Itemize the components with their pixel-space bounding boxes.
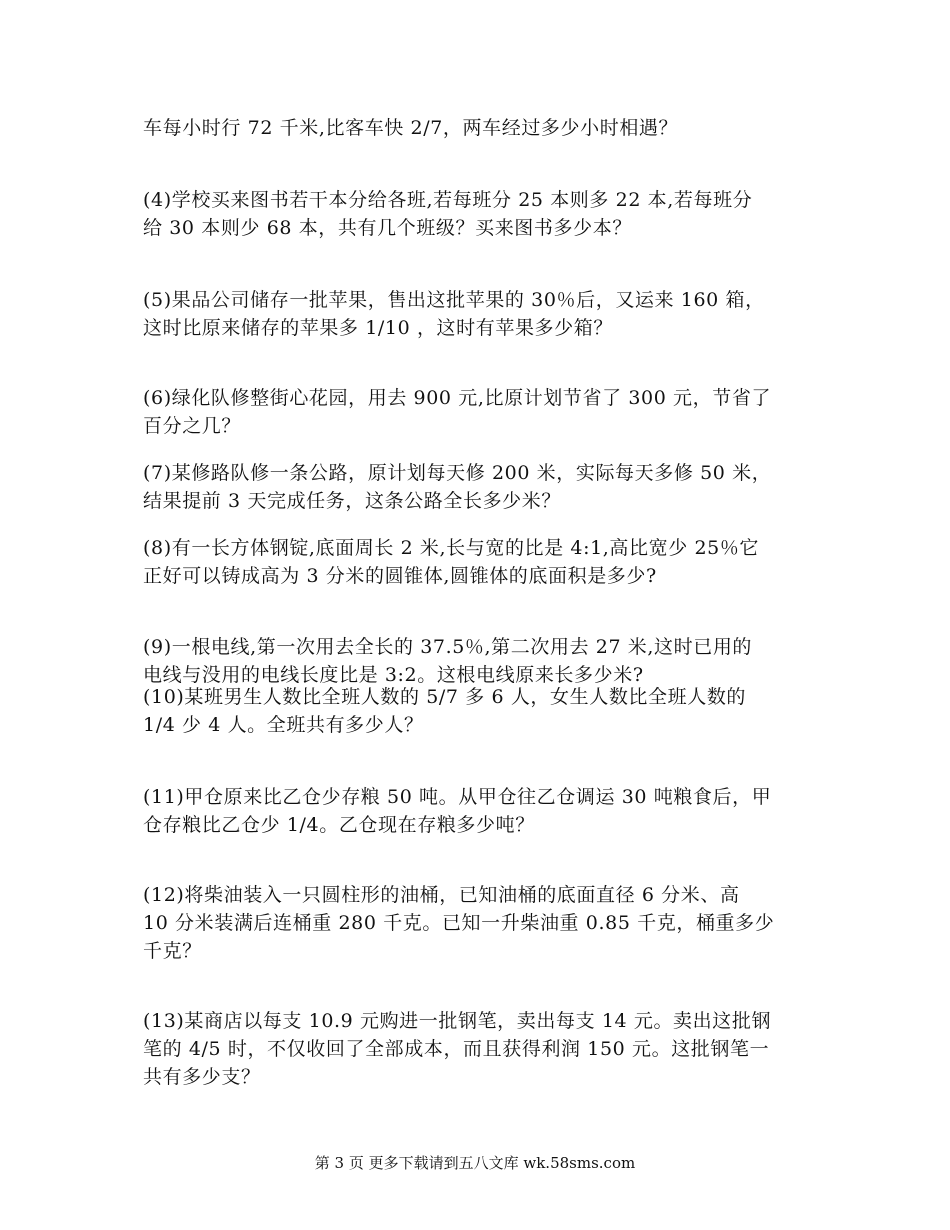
text-line: 百分之几？ bbox=[143, 415, 242, 437]
page-footer: 第 3 页 更多下载请到五八文库 wk.58sms.com bbox=[314, 1154, 636, 1172]
text-line: 仓存粮比乙仓少 1/4。乙仓现在存粮多少吨？ bbox=[143, 814, 535, 836]
text-line: (10)某班男生人数比全班人数的 5/7 多 6 人，女生人数比全班人数的 bbox=[143, 686, 747, 708]
problem-4 bbox=[143, 186, 815, 242]
text-line: (12)将柴油装入一只圆柱形的油桶，已知油桶的底面直径 6 分米、高 bbox=[143, 884, 740, 906]
problem-10 bbox=[143, 683, 815, 739]
text-line: 给 30 本则少 68 本，共有几个班级？买来图书多少本？ bbox=[143, 217, 632, 239]
problem-13 bbox=[143, 1007, 815, 1091]
text-line: 结果提前 3 天完成任务，这条公路全长多少米？ bbox=[143, 490, 561, 512]
text-line: (6)绿化队修整街心花园，用去 900 元,比原计划节省了 300 元，节省了 bbox=[143, 387, 772, 409]
text-line: (7)某修路队修一条公路，原计划每天修 200 米，实际每天多修 50 米， bbox=[143, 462, 772, 484]
problem-11 bbox=[143, 783, 815, 839]
text-line: 正好可以铸成高为 3 分米的圆锥体,圆锥体的底面积是多少? bbox=[143, 565, 657, 587]
problem-6 bbox=[143, 384, 815, 440]
text-line: 10 分米装满后连桶重 280 千克。已知一升柴油重 0.85 千克，桶重多少 bbox=[143, 912, 775, 934]
problem-12 bbox=[143, 881, 815, 965]
text-line: (8)有一长方体钢锭,底面周长 2 米,长与宽的比是 4:1,高比宽少 25％它 bbox=[143, 537, 760, 559]
text-line: 1/4 少 4 人。全班共有多少人？ bbox=[143, 714, 424, 736]
text-line: 共有多少支？ bbox=[143, 1066, 261, 1088]
text-line: 千克？ bbox=[143, 940, 202, 962]
text-line: (4)学校买来图书若干本分给各班,若每班分 25 本则多 22 本,若每班分 bbox=[143, 189, 753, 211]
text-line: (9)一根电线,第一次用去全长的 37.5％,第二次用去 27 米,这时已用的 bbox=[143, 636, 753, 658]
text-line: 笔的 4/5 时，不仅收回了全部成本，而且获得利润 150 元。这批钢笔一 bbox=[143, 1038, 770, 1060]
problem-7 bbox=[143, 459, 815, 515]
text-line: 电线与没用的电线长度比是 3:2。这根电线原来长多少米? bbox=[143, 664, 644, 686]
text-line: 这时比原来储存的苹果多 1/10 ，这时有苹果多少箱？ bbox=[143, 317, 613, 339]
problem-3-continuation bbox=[143, 114, 815, 142]
text-line: (5)果品公司储存一批苹果，售出这批苹果的 30％后，又运来 160 箱， bbox=[143, 289, 765, 311]
text-line: (11)甲仓原来比乙仓少存粮 50 吨。从甲仓往乙仓调运 30 吨粮食后，甲 bbox=[143, 786, 772, 808]
text-line: (13)某商店以每支 10.9 元购进一批钢笔，卖出每支 14 元。卖出这批钢 bbox=[143, 1010, 772, 1032]
problem-9 bbox=[143, 633, 815, 689]
text-line: 车每小时行 72 千米,比客车快 2/7，两车经过多少小时相遇？ bbox=[143, 117, 679, 139]
problem-8 bbox=[143, 534, 815, 590]
problem-5 bbox=[143, 286, 815, 342]
